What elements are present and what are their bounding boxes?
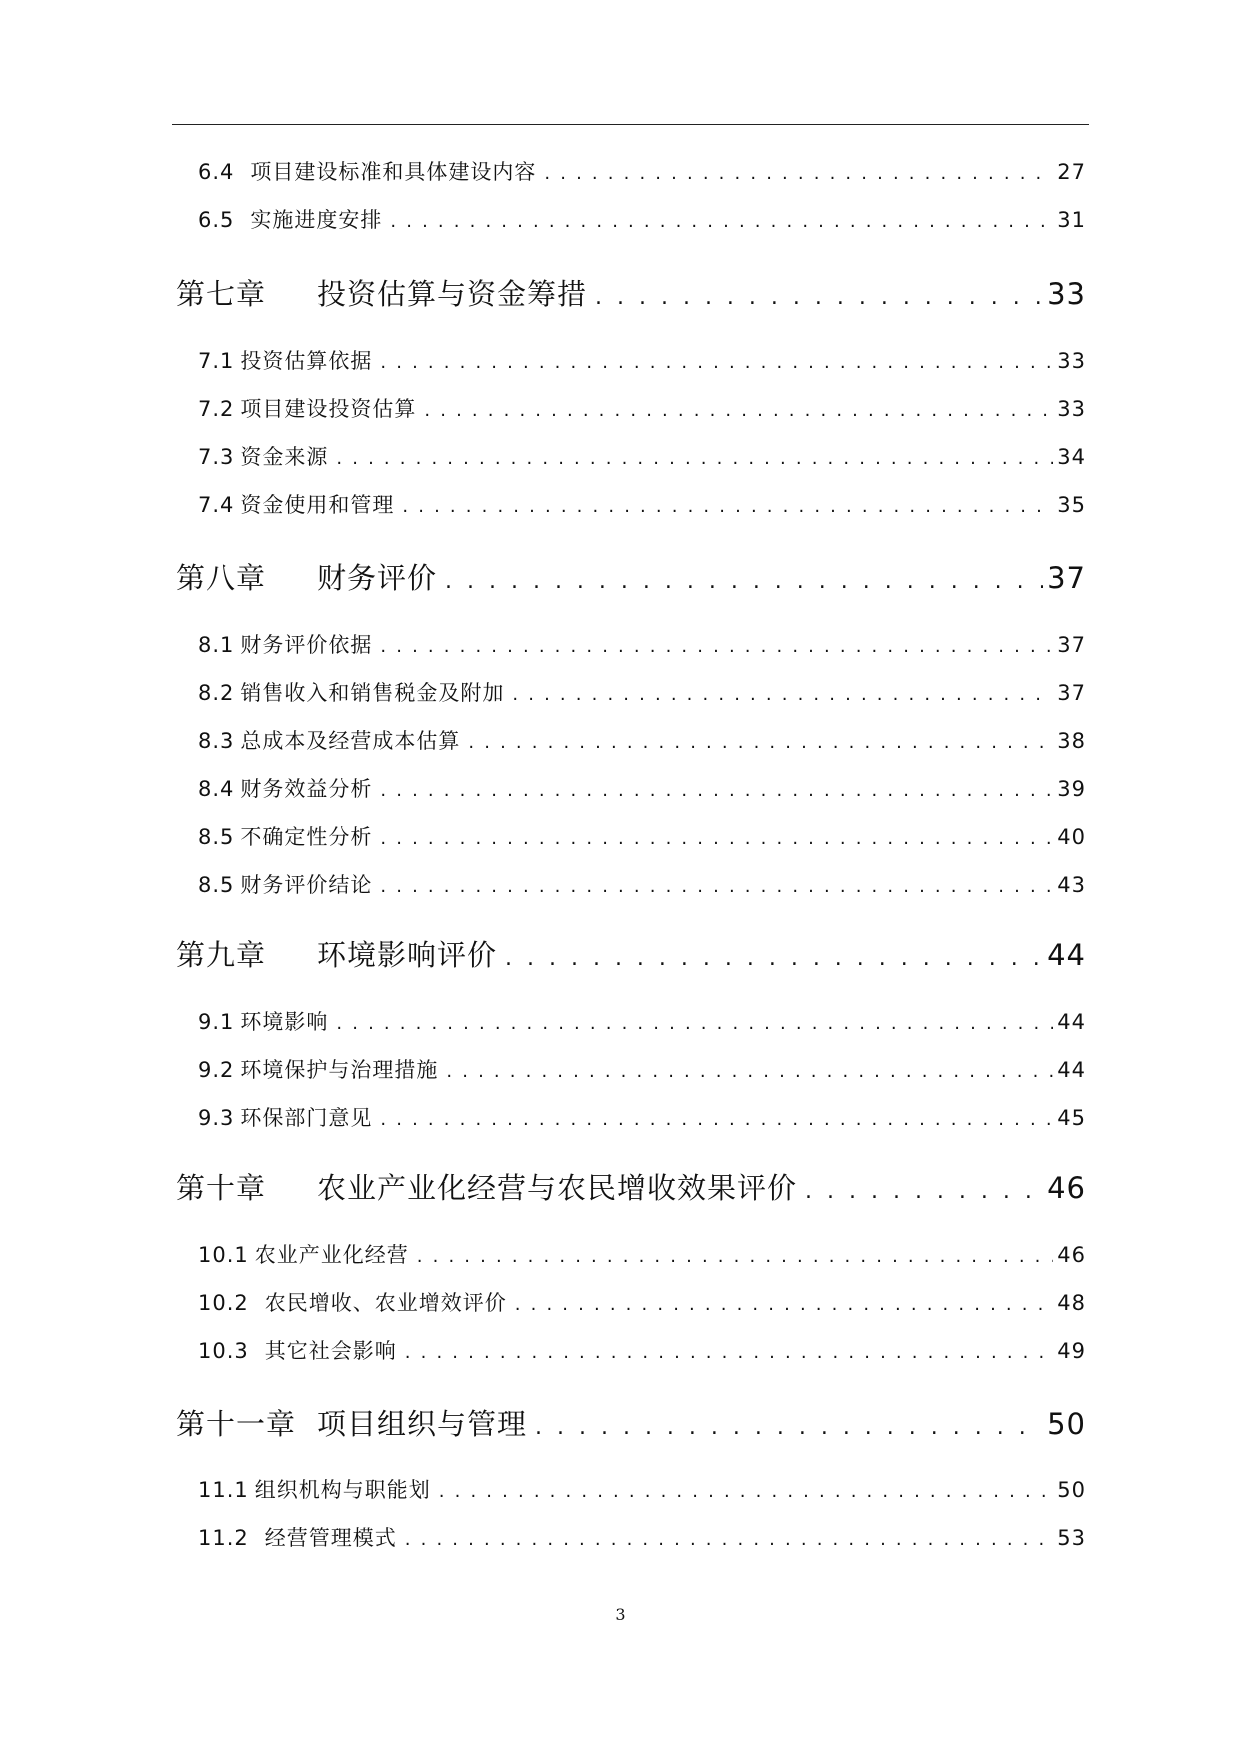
dot-leader <box>439 1478 1054 1502</box>
toc-entry-title: 资金来源 <box>240 445 329 469</box>
toc-entry-title: 项目组织与管理 <box>317 1407 528 1441</box>
toc-entry-page: 27 <box>1057 160 1086 184</box>
header-rule <box>172 124 1089 125</box>
toc-section-entry[interactable] <box>198 1522 1086 1552</box>
dot-leader <box>390 208 1053 232</box>
dot-leader <box>380 873 1053 897</box>
toc-entry-number: 第八章 <box>176 561 267 595</box>
toc-entry-number: 8.5 <box>198 873 235 897</box>
toc-entry-number: 8.2 <box>198 681 235 705</box>
toc-entry-title: 环境保护与治理措施 <box>240 1058 439 1082</box>
toc-entry-page: 38 <box>1057 729 1086 753</box>
toc-entry-number: 9.3 <box>198 1106 235 1130</box>
toc-entry-page: 35 <box>1057 493 1086 517</box>
dot-leader <box>446 1058 1053 1082</box>
toc-entry-number: 8.3 <box>198 729 235 753</box>
toc-entry-page: 48 <box>1057 1291 1086 1315</box>
toc-section-entry[interactable] <box>198 1474 1086 1504</box>
toc-entry-number: 6.4 <box>198 160 235 184</box>
toc-entry-page: 37 <box>1057 633 1086 657</box>
toc-section-entry[interactable] <box>198 1335 1086 1365</box>
dot-leader <box>424 397 1053 421</box>
toc-section-entry[interactable] <box>198 1239 1086 1269</box>
dot-leader <box>417 1243 1054 1267</box>
toc-entry-page: 39 <box>1057 777 1086 801</box>
toc-entry-number: 8.1 <box>198 633 235 657</box>
toc-entry-page: 43 <box>1057 873 1086 897</box>
toc-section-entry[interactable] <box>198 773 1086 803</box>
toc-section-entry[interactable] <box>198 441 1086 471</box>
dot-leader <box>445 561 1043 595</box>
toc-entry-number: 7.3 <box>198 445 235 469</box>
dot-leader <box>380 777 1053 801</box>
toc-entry-page: 33 <box>1047 277 1086 311</box>
toc-section-entry[interactable] <box>198 629 1086 659</box>
toc-entry-page: 34 <box>1057 445 1086 469</box>
toc-section-entry[interactable] <box>198 489 1086 519</box>
dot-leader <box>595 277 1043 311</box>
toc-entry-page: 40 <box>1057 825 1086 849</box>
page-number: 3 <box>615 1605 626 1624</box>
toc-entry-number: 6.5 <box>198 208 235 232</box>
dot-leader <box>805 1171 1043 1205</box>
toc-entry-page: 31 <box>1057 208 1086 232</box>
toc-entry-number: 10.2 <box>198 1291 249 1315</box>
toc-entry-title: 财务评价依据 <box>240 633 373 657</box>
dot-leader <box>535 1407 1043 1441</box>
toc-entry-number: 11.1 <box>198 1478 249 1502</box>
toc-entry-page: 44 <box>1047 938 1086 972</box>
toc-chapter-entry[interactable] <box>176 1402 1086 1443</box>
toc-entry-page: 33 <box>1057 397 1086 421</box>
toc-entry-number: 第十一章 <box>176 1407 297 1441</box>
toc-entry-page: 50 <box>1057 1478 1086 1502</box>
dot-leader <box>405 1526 1054 1550</box>
toc-entry-page: 37 <box>1057 681 1086 705</box>
toc-chapter-entry[interactable] <box>176 1166 1086 1207</box>
toc-entry-title: 经营管理模式 <box>264 1526 397 1550</box>
toc-entry-title: 投资估算与资金筹措 <box>317 277 588 311</box>
dot-leader <box>405 1339 1054 1363</box>
dot-leader <box>336 445 1053 469</box>
dot-leader <box>336 1010 1053 1034</box>
toc-section-entry[interactable] <box>198 156 1086 186</box>
dot-leader <box>515 1291 1054 1315</box>
toc-entry-page: 37 <box>1047 561 1086 595</box>
toc-entry-number: 第十章 <box>176 1171 267 1205</box>
toc-entry-page: 53 <box>1057 1526 1086 1550</box>
toc-entry-page: 50 <box>1047 1407 1086 1441</box>
toc-entry-page: 45 <box>1057 1106 1086 1130</box>
toc-chapter-entry[interactable] <box>176 933 1086 974</box>
toc-entry-title: 组织机构与职能划 <box>254 1478 431 1502</box>
toc-entry-title: 投资估算依据 <box>240 349 373 373</box>
dot-leader <box>402 493 1053 517</box>
toc-entry-title: 环保部门意见 <box>240 1106 373 1130</box>
toc-entry-title: 财务评价 <box>317 561 438 595</box>
toc-entry-page: 44 <box>1057 1058 1086 1082</box>
toc-section-entry[interactable] <box>198 1006 1086 1036</box>
toc-section-entry[interactable] <box>198 725 1086 755</box>
dot-leader <box>468 729 1053 753</box>
toc-entry-number: 第九章 <box>176 938 267 972</box>
toc-section-entry[interactable] <box>198 1287 1086 1317</box>
toc-section-entry[interactable] <box>198 821 1086 851</box>
toc-section-entry[interactable] <box>198 1054 1086 1084</box>
toc-entry-title: 资金使用和管理 <box>240 493 395 517</box>
toc-entry-title: 农民增收、农业增效评价 <box>264 1291 507 1315</box>
toc-entry-page: 46 <box>1047 1171 1086 1205</box>
toc-entry-title: 财务评价结论 <box>240 873 373 897</box>
dot-leader <box>380 825 1053 849</box>
toc-section-entry[interactable] <box>198 677 1086 707</box>
toc-entry-title: 环境影响评价 <box>317 938 498 972</box>
toc-entry-number: 9.2 <box>198 1058 235 1082</box>
dot-leader <box>544 160 1053 184</box>
toc-entry-title: 其它社会影响 <box>264 1339 397 1363</box>
toc-section-entry[interactable] <box>198 869 1086 899</box>
toc-entry-title: 项目建设标准和具体建设内容 <box>250 160 537 184</box>
toc-entry-title: 项目建设投资估算 <box>240 397 417 421</box>
toc-entry-title: 环境影响 <box>240 1010 329 1034</box>
toc-entry-number: 7.2 <box>198 397 235 421</box>
toc-entry-number: 第七章 <box>176 277 267 311</box>
toc-entry-number: 7.4 <box>198 493 235 517</box>
toc-entry-title: 农业产业化经营与农民增收效果评价 <box>317 1171 798 1205</box>
toc-entry-title: 财务效益分析 <box>240 777 373 801</box>
toc-entry-page: 49 <box>1057 1339 1086 1363</box>
toc-section-entry[interactable] <box>198 204 1086 234</box>
toc-entry-page: 33 <box>1057 349 1086 373</box>
dot-leader <box>380 1106 1053 1130</box>
dot-leader <box>505 938 1043 972</box>
toc-section-entry[interactable] <box>198 393 1086 423</box>
toc-entry-number: 10.3 <box>198 1339 249 1363</box>
toc-entry-number: 10.1 <box>198 1243 249 1267</box>
toc-entry-title: 实施进度安排 <box>250 208 383 232</box>
toc-section-entry[interactable] <box>198 345 1086 375</box>
toc-entry-number: 8.5 <box>198 825 235 849</box>
toc-entry-page: 46 <box>1057 1243 1086 1267</box>
toc-entry-title: 农业产业化经营 <box>254 1243 409 1267</box>
toc-entry-page: 44 <box>1057 1010 1086 1034</box>
dot-leader <box>380 349 1053 373</box>
toc-entry-number: 7.1 <box>198 349 235 373</box>
toc-entry-number: 9.1 <box>198 1010 235 1034</box>
toc-section-entry[interactable] <box>198 1102 1086 1132</box>
toc-entry-number: 8.4 <box>198 777 235 801</box>
toc-entry-title: 销售收入和销售税金及附加 <box>240 681 505 705</box>
toc-entry-title: 不确定性分析 <box>240 825 373 849</box>
toc-chapter-entry[interactable] <box>176 556 1086 597</box>
toc-entry-number: 11.2 <box>198 1526 249 1550</box>
dot-leader <box>380 633 1053 657</box>
dot-leader <box>512 681 1053 705</box>
toc-entry-title: 总成本及经营成本估算 <box>240 729 461 753</box>
toc-chapter-entry[interactable] <box>176 272 1086 313</box>
